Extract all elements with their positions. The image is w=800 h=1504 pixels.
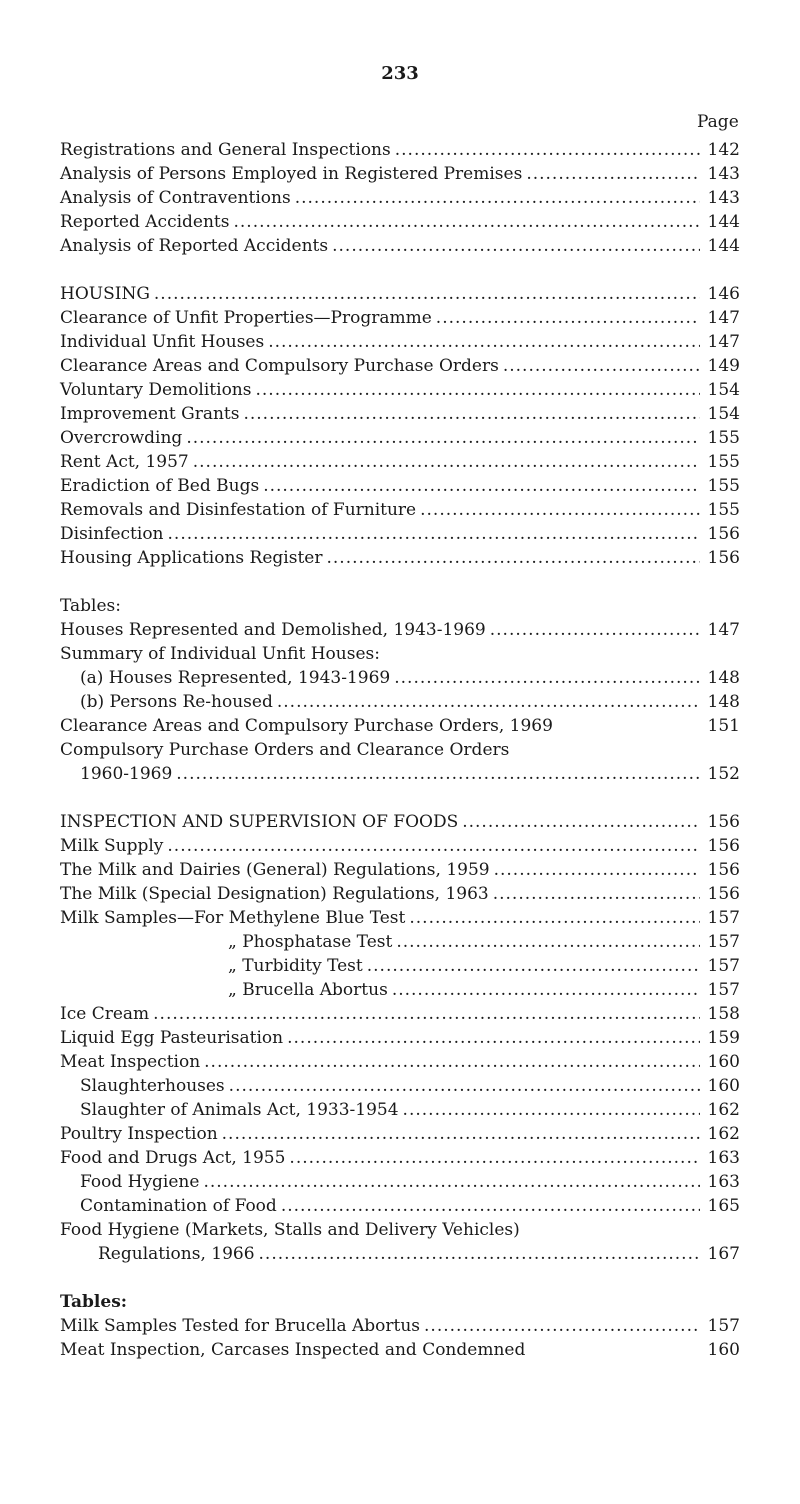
toc-entry-label: Meat Inspection, Carcases Inspected and Condemned xyxy=(60,1340,526,1360)
toc-entry xyxy=(60,882,740,906)
toc-entry-label: Milk Samples Tested for Brucella Abortus xyxy=(60,1316,421,1336)
toc-entry xyxy=(60,474,740,498)
dot-leader xyxy=(243,402,700,426)
toc-entry-page: 162 xyxy=(707,1124,740,1144)
toc-entry xyxy=(60,1098,740,1122)
toc-entry-label: Analysis of Persons Employed in Registered Premises xyxy=(60,164,523,184)
dot-leader xyxy=(263,474,700,498)
toc-entry-label: Slaughterhouses xyxy=(80,1076,225,1096)
toc-entry xyxy=(60,1338,740,1362)
toc-entry-page: 154 xyxy=(707,380,740,400)
toc-entry-page: 160 xyxy=(707,1052,740,1072)
toc-entry-page: 146 xyxy=(707,284,740,304)
toc-entry-page: 158 xyxy=(707,1004,740,1024)
toc-entry xyxy=(60,906,740,930)
dot-leader xyxy=(493,882,700,906)
toc-entry xyxy=(60,1074,740,1098)
dot-leader xyxy=(526,162,700,186)
toc-entry-label: Summary of Individual Unfit Houses: xyxy=(60,644,380,664)
toc-entry-page: 156 xyxy=(707,812,740,832)
toc-entry-page: 149 xyxy=(707,356,740,376)
dot-leader xyxy=(222,1122,700,1146)
toc-entry-label: Overcrowding xyxy=(60,428,183,448)
toc-entry xyxy=(60,546,740,570)
toc-entry-page: 157 xyxy=(707,908,740,928)
toc-entry-label: Food and Drugs Act, 1955 xyxy=(60,1148,286,1168)
toc-entry xyxy=(60,1242,740,1266)
toc-entry-label: Eradiction of Bed Bugs xyxy=(60,476,260,496)
toc-entry xyxy=(60,1122,740,1146)
dot-leader xyxy=(367,954,700,978)
dot-leader xyxy=(168,522,700,546)
toc-entry-label: Voluntary Demolitions xyxy=(60,380,252,400)
toc-entry-page: 147 xyxy=(707,620,740,640)
dot-leader xyxy=(287,1026,700,1050)
toc-entry xyxy=(60,210,740,234)
dot-leader xyxy=(392,978,700,1002)
toc-entry-label: Milk Supply xyxy=(60,836,164,856)
toc-entry-page: 144 xyxy=(707,212,740,232)
dot-leader xyxy=(436,306,700,330)
toc-entry-page: 156 xyxy=(707,860,740,880)
toc-entry xyxy=(60,1050,740,1074)
toc-entry-label: Meat Inspection xyxy=(60,1052,201,1072)
toc-entry xyxy=(60,402,740,426)
toc-entry-page: 160 xyxy=(707,1340,740,1360)
toc-entry-label: Disinfection xyxy=(60,524,164,544)
dot-leader xyxy=(409,906,700,930)
dot-leader xyxy=(186,426,700,450)
toc-entry xyxy=(60,498,740,522)
toc-entry xyxy=(60,186,740,210)
toc-entry-page: 144 xyxy=(707,236,740,256)
toc-entry xyxy=(60,1146,740,1170)
toc-entry-label: Tables: xyxy=(60,596,121,616)
toc-entry-label: Contamination of Food xyxy=(80,1196,277,1216)
toc-entry xyxy=(60,1290,740,1314)
toc-entry-page: 156 xyxy=(707,836,740,856)
dot-leader xyxy=(259,1242,700,1266)
toc-entry-page: 157 xyxy=(707,956,740,976)
dot-leader xyxy=(203,1170,700,1194)
toc-entry-label: Food Hygiene (Markets, Stalls and Delivery Vehicles) xyxy=(60,1220,520,1240)
toc-entry-label: (b) Persons Re-housed xyxy=(80,692,273,712)
toc-entry-label: Clearance of Unfit Properties—Programme xyxy=(60,308,432,328)
toc-entry-label: Removals and Disinfestation of Furniture xyxy=(60,500,417,520)
dot-leader xyxy=(289,1146,700,1170)
dot-leader xyxy=(332,234,700,258)
toc-entry-label: „ Phosphatase Test xyxy=(228,932,393,952)
toc-entry xyxy=(60,666,740,690)
toc-entry xyxy=(60,378,740,402)
toc-entry-page: 147 xyxy=(707,308,740,328)
toc-entry-label: INSPECTION AND SUPERVISION OF FOODS xyxy=(60,812,459,832)
toc-entry xyxy=(60,738,740,762)
toc-entry xyxy=(60,978,740,1002)
toc-entry xyxy=(60,138,740,162)
dot-leader xyxy=(204,1050,700,1074)
toc-entry xyxy=(60,234,740,258)
section-gap xyxy=(60,1266,740,1290)
toc-entry-label: Individual Unfit Houses xyxy=(60,332,265,352)
dot-leader xyxy=(420,498,700,522)
toc-entry xyxy=(60,162,740,186)
toc-entry xyxy=(60,618,740,642)
toc-entry-label: „ Turbidity Test xyxy=(228,956,363,976)
toc-entry-page: 155 xyxy=(707,500,740,520)
toc-entry-page: 151 xyxy=(707,716,740,736)
dot-leader xyxy=(153,1002,700,1026)
toc-entry-page: 142 xyxy=(707,140,740,160)
toc-entry-page: 165 xyxy=(707,1196,740,1216)
toc-entry-label: Registrations and General Inspections xyxy=(60,140,391,160)
dot-leader xyxy=(176,762,700,786)
dot-leader xyxy=(281,1194,700,1218)
dot-leader xyxy=(490,618,700,642)
toc-entry xyxy=(60,762,740,786)
toc-entry xyxy=(60,354,740,378)
toc-entry-label: Reported Accidents xyxy=(60,212,230,232)
toc-entry-label: Milk Samples—For Methylene Blue Test xyxy=(60,908,406,928)
dot-leader xyxy=(462,810,700,834)
toc-entry-label: 1960-1969 xyxy=(80,764,173,784)
table-of-contents xyxy=(60,138,740,1362)
dot-leader xyxy=(395,138,700,162)
toc-entry xyxy=(60,834,740,858)
toc-entry-page: 162 xyxy=(707,1100,740,1120)
toc-entry-label: Liquid Egg Pasteurisation xyxy=(60,1028,284,1048)
toc-entry-page: 155 xyxy=(707,428,740,448)
toc-entry-label: Rent Act, 1957 xyxy=(60,452,189,472)
dot-leader xyxy=(154,282,700,306)
toc-entry-page: 147 xyxy=(707,332,740,352)
toc-entry-label: Regulations, 1966 xyxy=(98,1244,255,1264)
toc-entry-page: 156 xyxy=(707,524,740,544)
toc-entry-label: Poultry Inspection xyxy=(60,1124,218,1144)
toc-entry-label: Analysis of Contraventions xyxy=(60,188,291,208)
toc-entry-label: HOUSING xyxy=(60,284,150,304)
toc-entry xyxy=(60,1170,740,1194)
toc-entry-page: 143 xyxy=(707,188,740,208)
dot-leader xyxy=(234,210,701,234)
dot-leader xyxy=(503,354,700,378)
toc-entry-page: 157 xyxy=(707,980,740,1000)
toc-entry xyxy=(60,690,740,714)
dot-leader xyxy=(326,546,700,570)
toc-entry xyxy=(60,1026,740,1050)
toc-entry-page: 157 xyxy=(707,932,740,952)
toc-entry-page: 163 xyxy=(707,1148,740,1168)
page-number: 233 xyxy=(381,63,419,84)
toc-entry-page: 156 xyxy=(707,884,740,904)
toc-entry-label: Compulsory Purchase Orders and Clearance Orders xyxy=(60,740,510,760)
dot-leader xyxy=(229,1074,700,1098)
toc-entry-page: 155 xyxy=(707,476,740,496)
toc-entry-page: 155 xyxy=(707,452,740,472)
toc-entry-label: „ Brucella Abortus xyxy=(228,980,388,1000)
toc-entry-page: 148 xyxy=(707,668,740,688)
dot-leader xyxy=(396,930,700,954)
toc-entry-page: 148 xyxy=(707,692,740,712)
dot-leader xyxy=(394,666,700,690)
dot-leader xyxy=(295,186,700,210)
toc-entry-label: Food Hygiene xyxy=(80,1172,200,1192)
toc-entry xyxy=(60,1194,740,1218)
dot-leader xyxy=(277,690,700,714)
toc-entry-label: Tables: xyxy=(60,1292,128,1312)
section-gap xyxy=(60,570,740,594)
toc-entry-label: Slaughter of Animals Act, 1933-1954 xyxy=(80,1100,399,1120)
toc-entry-page: 152 xyxy=(707,764,740,784)
toc-entry xyxy=(60,930,740,954)
toc-entry-label: The Milk (Special Designation) Regulations, 1963 xyxy=(60,884,489,904)
dot-leader xyxy=(494,858,700,882)
dot-leader xyxy=(268,330,700,354)
toc-entry-page: 167 xyxy=(707,1244,740,1264)
toc-entry xyxy=(60,450,740,474)
toc-entry xyxy=(60,954,740,978)
dot-leader xyxy=(167,834,700,858)
toc-entry xyxy=(60,594,740,618)
section-gap xyxy=(60,258,740,282)
toc-entry-page: 160 xyxy=(707,1076,740,1096)
toc-entry xyxy=(60,306,740,330)
toc-entry-label: Analysis of Reported Accidents xyxy=(60,236,329,256)
toc-entry-page: 143 xyxy=(707,164,740,184)
toc-entry xyxy=(60,1218,740,1242)
toc-entry-page: 159 xyxy=(707,1028,740,1048)
dot-leader xyxy=(424,1314,700,1338)
toc-entry xyxy=(60,642,740,666)
toc-entry-page: 157 xyxy=(707,1316,740,1336)
toc-entry xyxy=(60,1002,740,1026)
toc-entry xyxy=(60,282,740,306)
toc-entry xyxy=(60,330,740,354)
toc-entry-label: Clearance Areas and Compulsory Purchase Orders xyxy=(60,356,499,376)
dot-leader xyxy=(255,378,700,402)
page-column-label: Page xyxy=(697,112,739,132)
toc-entry-page: 156 xyxy=(707,548,740,568)
toc-entry xyxy=(60,426,740,450)
toc-entry-page: 163 xyxy=(707,1172,740,1192)
toc-entry xyxy=(60,1314,740,1338)
toc-entry-label: Improvement Grants xyxy=(60,404,240,424)
toc-entry-label: Houses Represented and Demolished, 1943-1969 xyxy=(60,620,486,640)
toc-entry-label: Clearance Areas and Compulsory Purchase Orders, 1969 xyxy=(60,716,553,736)
toc-entry-label: The Milk and Dairies (General) Regulations, 1959 xyxy=(60,860,490,880)
section-gap xyxy=(60,786,740,810)
dot-leader xyxy=(193,450,700,474)
toc-entry xyxy=(60,810,740,834)
toc-entry xyxy=(60,522,740,546)
dot-leader xyxy=(403,1098,700,1122)
toc-entry-label: (a) Houses Represented, 1943-1969 xyxy=(80,668,391,688)
toc-entry-label: Housing Applications Register xyxy=(60,548,323,568)
toc-entry-label: Ice Cream xyxy=(60,1004,150,1024)
toc-entry xyxy=(60,714,740,738)
toc-entry-page: 154 xyxy=(707,404,740,424)
toc-entry xyxy=(60,858,740,882)
